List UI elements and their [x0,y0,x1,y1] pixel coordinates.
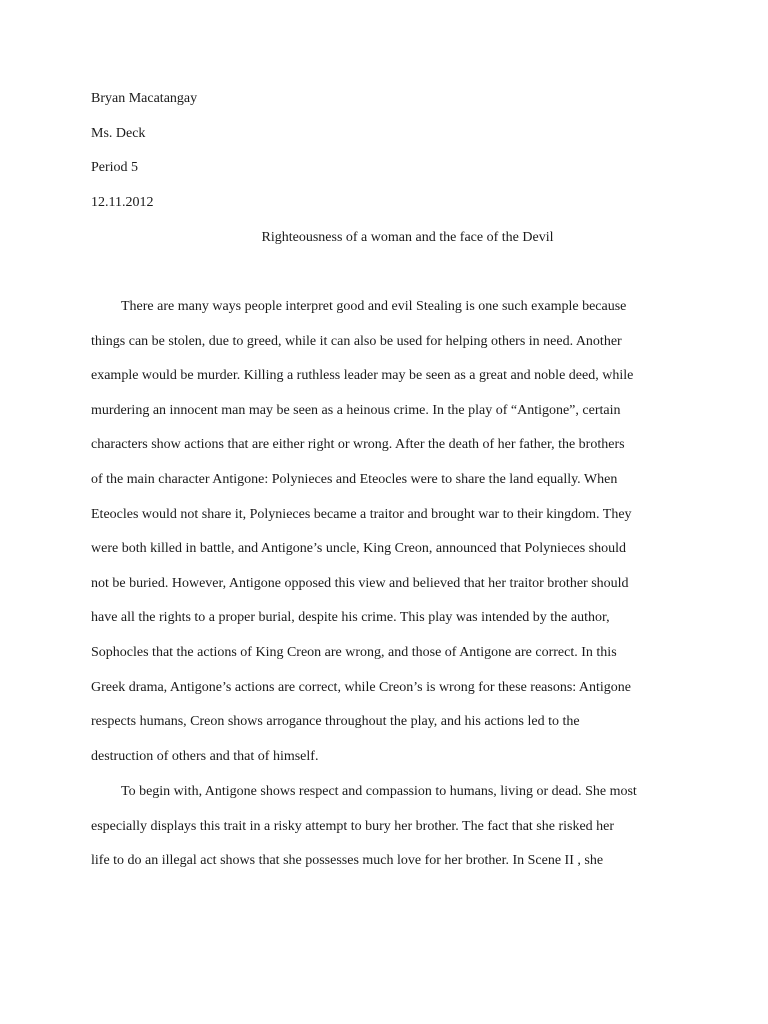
paragraph-1-line: destruction of others and that of himself. [91,749,319,764]
paragraph-1-line: Eteocles would not share it, Polynieces became a traitor and brought war to their kingdom. They [91,507,632,522]
essay-title: Righteousness of a woman and the face of the Devil [261,230,554,245]
teacher-name: Ms. Deck [91,126,146,141]
class-period: Period 5 [91,160,139,175]
paragraph-1-line: were both killed in battle, and Antigone’s uncle, King Creon, announced that Polynieces should [91,541,627,556]
paragraph-1-line: example would be murder. Killing a ruthless leader may be seen as a great and noble deed, while [91,368,634,383]
paragraph-1-line: characters show actions that are either right or wrong. After the death of her father, the brothers [91,437,625,452]
paragraph-1-line: have all the rights to a proper burial, despite his crime. This play was intended by the author, [91,610,610,625]
paragraph-1-line: respects humans, Creon shows arrogance throughout the play, and his actions led to the [91,714,580,729]
paragraph-2-line: To begin with, Antigone shows respect and compassion to humans, living or dead. She most [121,784,637,799]
author-name: Bryan Macatangay [91,91,198,106]
paragraph-1-line: murdering an innocent man may be seen as a heinous crime. In the play of “Antigone”, certain [91,403,621,418]
paragraph-2-line: life to do an illegal act shows that she possesses much love for her brother. In Scene II , she [91,853,604,868]
paragraph-1-line: Greek drama, Antigone’s actions are correct, while Creon’s is wrong for these reasons: Antigone [91,680,632,695]
paragraph-1-line: Sophocles that the actions of King Creon are wrong, and those of Antigone are correct. In this [91,645,617,660]
paragraph-1-line: not be buried. However, Antigone opposed this view and believed that her traitor brother should [91,576,629,591]
paragraph-1-line: There are many ways people interpret good and evil Stealing is one such example because [121,299,627,314]
paragraph-1-line: things can be stolen, due to greed, while it can also be used for helping others in need. Another [91,334,622,349]
paragraph-1-line: of the main character Antigone: Polynieces and Eteocles were to share the land equally. When [91,472,618,487]
essay-date: 12.11.2012 [91,195,154,210]
paragraph-2-line: especially displays this trait in a risky attempt to bury her brother. The fact that she risked her [91,819,615,834]
